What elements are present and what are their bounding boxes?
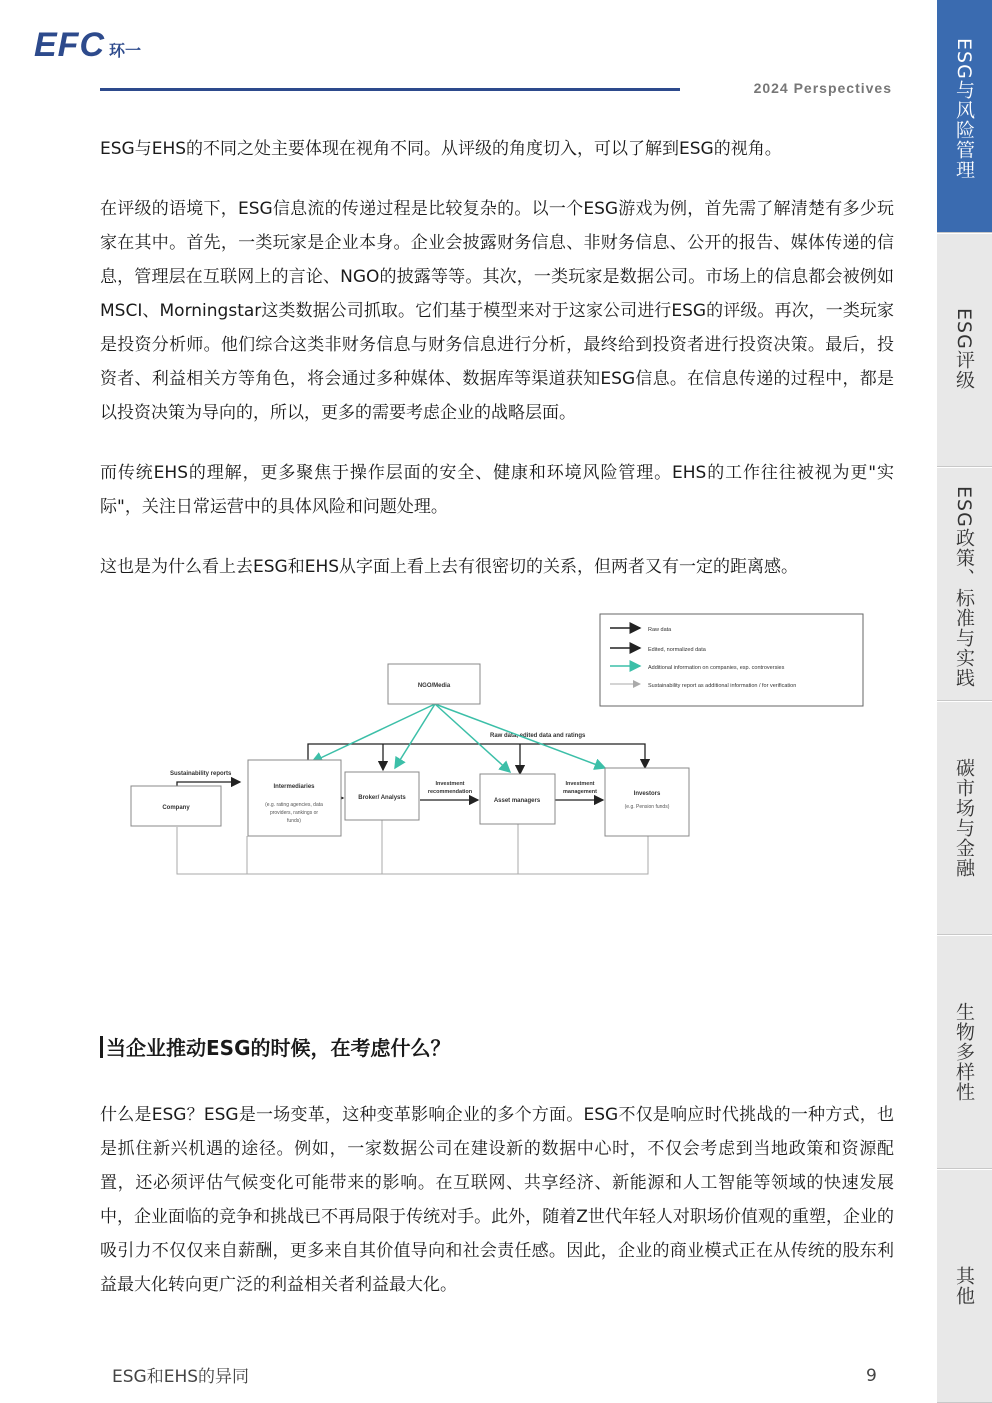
legend-raw-data: Raw data [648, 627, 672, 633]
paragraph-2: 在评级的语境下，ESG信息流的传递过程是比较复杂的。以一个ESG游戏为例，首先需了解清楚有多少玩家在其中。首先，一类玩家是企业本身。企业会披露财务信息、非财务信息、公开的报告、媒体传递的信息，管理层在互联网上的言论、NGO的披露等等。其次，一类玩家是数据公司。市场上的信息都会被例如MSCI、Morningstar这类数据公司抓取。它们基于模型来对于这家公司进行ESG的评级。再次，一类玩家是投资分析师。他们综合这类非财务信息与财务信息进行分析，最终给到投资者进行投资决策。最后，投资者、利益相关方等角色，将会通过多种媒体、数据库等渠道获知ESG信息。在信息传递的过程中，都是以投资决策为导向的，所以，更多的需要考虑企业的战略层面。 [100, 199, 894, 423]
section-title-bar [100, 1036, 103, 1058]
legend-sustainability-report: Sustainability report as additional information / for verification [648, 683, 797, 689]
tab-esg-risk-management[interactable] [937, 0, 992, 233]
investors-sub: (e.g. Pension funds) [624, 804, 670, 810]
investment-management-label-2: management [563, 789, 597, 795]
legend-edited-data: Edited, normalized data [648, 647, 706, 653]
section-content [100, 1098, 894, 1328]
tab-label: 生物多样性 [953, 1002, 975, 1102]
paragraph-3: 而传统EHS的理解，更多聚焦于操作层面的安全、健康和环境风险管理。EHS的工作往往被视为更"实际"，关注日常运营中的具体风险和问题处理。 [100, 463, 894, 517]
section-paragraph: 什么是ESG？ESG是一场变革，这种变革影响企业的多个方面。ESG不仅是响应时代挑战的一种方式，也是抓住新兴机遇的途径。例如，一家数据公司在建设新的数据中心时，不仅会考虑到当地政策和资源配置，还必须评估气候变化可能带来的影响。在互联网、共享经济、新能源和人工智能等领域的快速发展中，企业面临的竞争和挑战已不再局限于传统对手。此外，随着Z世代年轻人对职场价值观的重塑，企业的吸引力不仅仅来自薪酬，更多来自其价值导向和社会责任感。因此，企业的商业模式正在从传统的股东利益最大化转向更广泛的利益相关者利益最大化。 [100, 1105, 894, 1295]
diagram-legend [600, 614, 863, 706]
logo-text: EFC [34, 26, 105, 64]
raw-data-label: Raw data, edited data and ratings [490, 733, 586, 739]
footer-title: ESG和EHS的异同 [112, 1367, 250, 1387]
tab-label: ESG与风险管理 [953, 38, 975, 180]
tab-biodiversity[interactable] [937, 936, 992, 1169]
chapter-sidebar [937, 0, 992, 1403]
tab-esg-policy-standards-practice[interactable] [937, 468, 992, 701]
investment-recommendation-label-2: recommendation [427, 789, 473, 795]
section-title-text: 当企业推动ESG的时候，在考虑什么？ [106, 1036, 451, 1060]
perspectives-label: 2024 Perspectives [753, 80, 892, 96]
intermediaries-label: Intermediaries [273, 784, 315, 790]
tab-carbon-market-finance[interactable] [937, 702, 992, 935]
broker-analysts-label: Broker/ Analysts [358, 795, 406, 801]
header-divider [100, 88, 680, 91]
company-label: Company [162, 805, 190, 811]
tab-label: ESG政策、标准与实践 [953, 486, 975, 688]
paragraph-4: 这也是为什么看上去ESG和EHS从字面上看上去有很密切的关系，但两者又有一定的距离感。 [100, 557, 799, 577]
tab-esg-rating[interactable] [937, 234, 992, 467]
investors-box [605, 768, 689, 836]
tab-label: 其他 [953, 1266, 975, 1306]
legend-additional-info: Additional information on companies, esp. controversies [648, 665, 785, 671]
main-content [100, 132, 894, 896]
company-logo [34, 26, 141, 65]
asset-managers-label: Asset managers [493, 798, 541, 804]
intermediaries-sub-1: (e.g. rating agencies, data [265, 802, 323, 808]
section-title [100, 1032, 450, 1061]
page-number: 9 [866, 1366, 877, 1386]
investment-recommendation-label-1: Investment [435, 781, 465, 787]
tab-label: ESG评级 [953, 308, 975, 390]
ngo-media-label: NGO/Media [417, 683, 451, 689]
paragraph-1: ESG与EHS的不同之处主要体现在视角不同。从评级的角度切入，可以了解到ESG的视角。 [100, 139, 782, 159]
logo-chinese: 环一 [109, 41, 142, 60]
intermediaries-box [248, 760, 341, 836]
investors-label: Investors [633, 791, 661, 797]
intermediaries-sub-3: funds) [287, 818, 301, 824]
sustainability-reports-label: Sustainability reports [170, 771, 232, 777]
esg-information-flow-diagram [100, 592, 894, 892]
intermediaries-sub-2: providers, rankings or [269, 810, 319, 816]
investment-management-label-1: Investment [565, 781, 595, 787]
tab-label: 碳市场与金融 [953, 758, 975, 878]
tab-others[interactable] [937, 1170, 992, 1403]
